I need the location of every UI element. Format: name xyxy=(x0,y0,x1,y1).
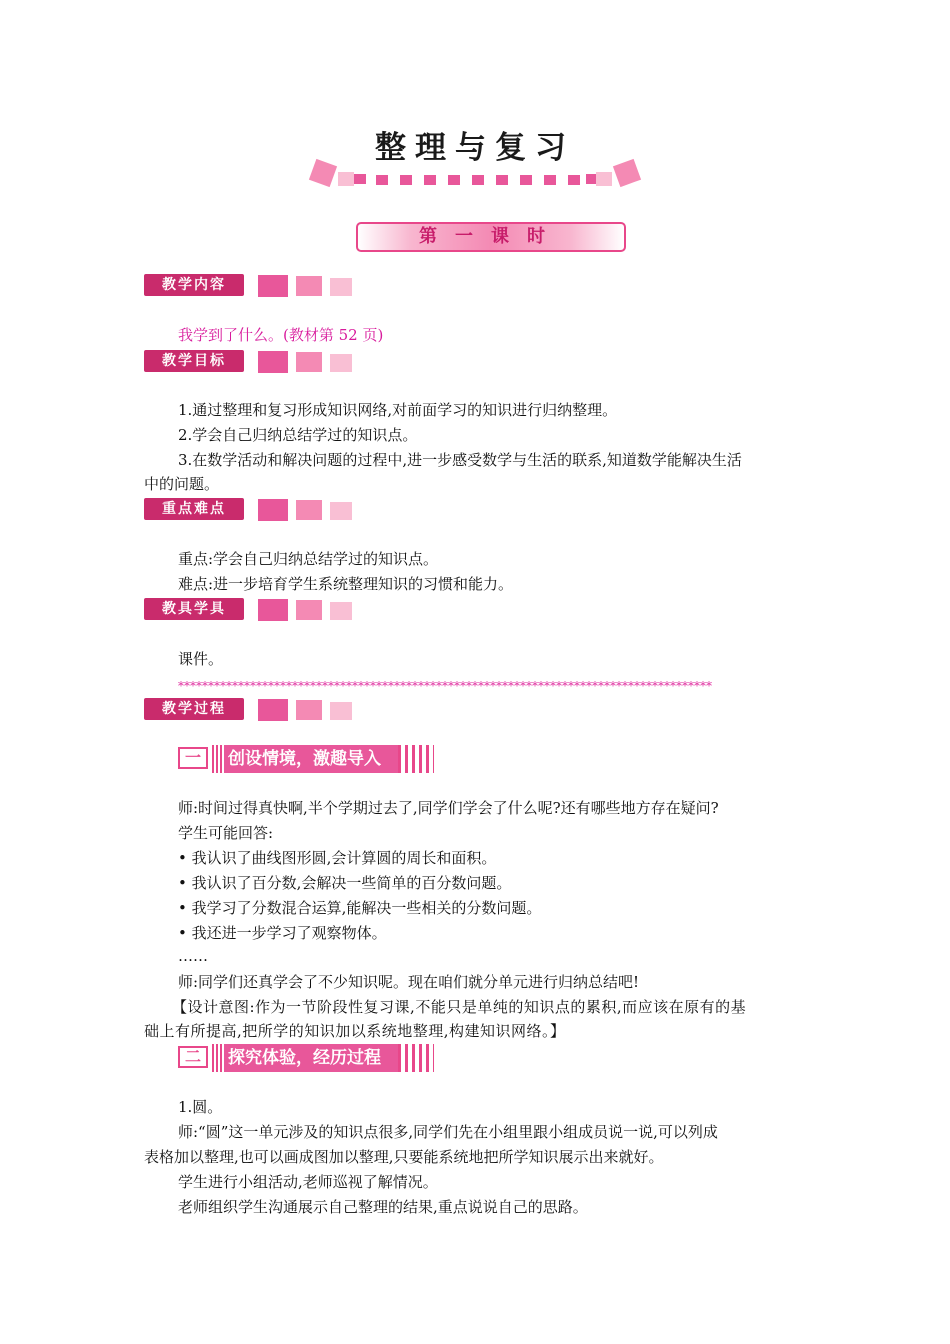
section-label: 教具学具 xyxy=(144,598,244,620)
section-label: 教学内容 xyxy=(144,274,244,296)
bullet-line: • 我认识了百分数,会解决一些简单的百分数问题。 xyxy=(178,874,512,892)
step-number: 二 xyxy=(178,1046,208,1068)
step-label: 探究体验，经历过程 xyxy=(224,1044,398,1072)
star-divider: ***************************************************************************************** xyxy=(178,679,712,693)
design-intent-line: 础上有所提高,把所学的知识加以系统地整理,构建知识网络。】 xyxy=(144,1022,566,1040)
step-label: 创设情境，激趣导入 xyxy=(224,745,398,773)
goal-line: 1.通过整理和复习形成知识网络,对前面学习的知识进行归纳整理。 xyxy=(178,401,618,419)
content-text: 我学到了什么。(教材第 52 页) xyxy=(178,326,384,344)
paragraph-line: 1.圆。 xyxy=(178,1098,223,1116)
section-label: 重点难点 xyxy=(144,498,244,520)
ellipsis-line: …… xyxy=(178,947,208,965)
goal-line: 中的问题。 xyxy=(144,475,220,493)
paragraph-line: 老师组织学生沟通展示自己整理的结果,重点说说自己的思路。 xyxy=(178,1198,588,1216)
paragraph-line: 学生进行小组活动,老师巡视了解情况。 xyxy=(178,1173,438,1191)
step-banner-1 xyxy=(176,745,436,773)
goal-line: 3.在数学活动和解决问题的过程中,进一步感受数学与生活的联系,知道数学能解决生活 xyxy=(178,451,742,469)
paragraph-line: 师:“圆”这一单元涉及的知识点很多,同学们先在小组里跟小组成员说一说,可以列成 xyxy=(178,1123,718,1141)
step-number: 一 xyxy=(178,747,208,769)
bullet-line: • 我认识了曲线图形圆,会计算圆的周长和面积。 xyxy=(178,849,497,867)
bullet-line: • 我还进一步学习了观察物体。 xyxy=(178,924,387,942)
step-banner-2 xyxy=(176,1044,436,1072)
paragraph-line: 学生可能回答: xyxy=(178,824,274,842)
goal-line: 2.学会自己归纳总结学过的知识点。 xyxy=(178,426,418,444)
section-label: 教学过程 xyxy=(144,698,244,720)
bullet-line: • 我学习了分数混合运算,能解决一些相关的分数问题。 xyxy=(178,899,542,917)
title-ribbon-decoration xyxy=(312,158,638,194)
paragraph-line: 表格加以整理,也可以画成图加以整理,只要能系统地把所学知识展示出来就好。 xyxy=(144,1148,664,1166)
tools-text: 课件。 xyxy=(178,650,224,668)
paragraph-line: 师:同学们还真学会了不少知识呢。现在咱们就分单元进行归纳总结吧! xyxy=(178,973,640,991)
design-intent-line: 【设计意图:作为一节阶段性复习课,不能只是单纯的知识点的累积,而应该在原有的基 xyxy=(172,998,747,1016)
key-line: 难点:进一步培育学生系统整理知识的习惯和能力。 xyxy=(178,575,514,593)
lesson-banner: 第一课时 xyxy=(356,222,626,252)
section-label: 教学目标 xyxy=(144,350,244,372)
page-title: 整理与复习 xyxy=(375,130,575,166)
paragraph-line: 师:时间过得真快啊,半个学期过去了,同学们学会了什么呢?还有哪些地方存在疑问? xyxy=(178,799,719,817)
key-line: 重点:学会自己归纳总结学过的知识点。 xyxy=(178,550,439,568)
